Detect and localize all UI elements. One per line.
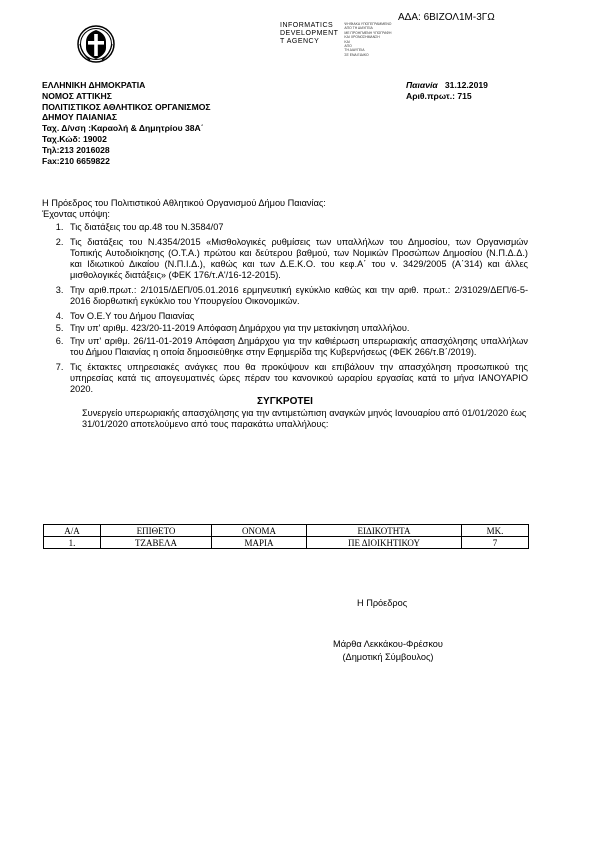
- list-item: 3. Την αριθ.πρωτ.: 2/1015/ΔΕΠ/05.01.2016 ερμηνευτική εγκύκλιο καθώς και την αριθ. πρωτ.: 2/31029/ΔΕΠ/6-5-2016 διορθωτική εγκύκλιο του Υπουργείου Οικονομικών.: [66, 285, 528, 307]
- signatory-role: (Δημοτική Σύμβουλος): [342, 652, 434, 662]
- stamp-fine-text: ΨΗΦΙΑΚΑ ΥΠΟΓΕΓΡΑΜΜΕΝΟ ΑΠΟ ΤΗ ΔΙΑΥΓΕΙΑ ΜΕ ΠΡΟΗΓΜΕΝΗ ΥΠΟΓΡΑΦΗ ΚΑΙ ΧΡΟΝΟΣΗΜΑΝΣΗ ΚΑΙ ΑΠΟ ΤΗ ΔΙΑΥΓΕΙΑ ΣΕ ΕΝΑ ΕΙΔΙΚΟ: [344, 22, 392, 57]
- list-item: 1. Τις διατάξεις του αρ.48 του Ν.3584/07: [66, 222, 528, 233]
- issuer-line: ΝΟΜΟΣ ΑΤΤΙΚΗΣ: [42, 90, 112, 101]
- col-mk: ΜΚ.: [462, 525, 529, 537]
- date-label: Παιανία: [406, 80, 438, 90]
- col-name: ΟΝΟΜΑ: [212, 525, 307, 537]
- col-specialty: ΕΙΔΙΚΟΤΗΤΑ: [307, 525, 462, 537]
- decision-heading: ΣΥΓΚΡΟΤΕΙ: [257, 396, 313, 407]
- conclusion-text: Συνεργείο υπερωριακής απασχόλησης για την αντιμετώπιση αναγκών μηνός Ιανουαρίου από 01/01/2020 έως 31/01/2020 αποτελούμενο από τους παρακάτω υπαλλήλους:: [82, 408, 527, 429]
- signature-block: [313, 638, 463, 664]
- issuer-block: [42, 80, 211, 166]
- list-item: 7. Τις έκτακτες υπηρεσιακές ανάγκες που θα προκύψουν και επιβάλουν την απασχόληση προσωπικού της υπηρεσίας κατά τις απογευματινές ώρες πέραν του κανονικού ωραρίου εργασίας κατά το μήνα ΙΑΝΟΥΑΡΙΟ 2020.: [66, 362, 528, 395]
- diavgeia-stamp: [280, 22, 392, 57]
- considering-label: Έχοντας υπόψη:: [42, 209, 110, 219]
- list-item: 6. Την υπ' αριθμ. 26/11-01-2019 Απόφαση Δημάρχου για την καθιέρωση υπερωριακής απασχόλησης υπαλλήλων του Δήμου Παιανίας η οποία δημοσιεύθηκε στην Εφημερίδα της Κυβερνήσεως (ΦΕΚ 266/τ.Β΄/2019).: [66, 336, 528, 358]
- issuer-phone: Τηλ:213 2016028: [42, 144, 110, 155]
- col-surname: ΕΠΙΘΕΤΟ: [101, 525, 212, 537]
- ada-code: ΑΔΑ: 6ΒΙΖΟΛ1Μ-3ΓΩ: [398, 12, 495, 23]
- date-value: 31.12.2019: [444, 80, 488, 90]
- issuer-postcode: Ταχ.Κώδ: 19002: [42, 133, 107, 144]
- cell-mk: 7: [462, 537, 529, 549]
- list-item: 5. Την υπ' αριθμ. 423/20-11-2019 Απόφαση Δημάρχου για την μετακίνηση υπαλλήλου.: [66, 323, 528, 334]
- stamp-main-text: INFORMATICS DEVELOPMENT T AGENCY: [280, 22, 339, 45]
- protocol-label: Αριθ.πρωτ.:: [406, 90, 455, 101]
- issuer-line: ΔΗΜΟΥ ΠΑΙΑΝΙΑΣ: [42, 112, 118, 123]
- table-row: [44, 537, 529, 549]
- issuer-line: ΕΛΛΗΝΙΚΗ ΔΗΜΟΚΡΑΤΙΑ: [42, 80, 146, 90]
- signature-title: Η Πρόεδρος: [357, 598, 408, 608]
- document-body: [42, 198, 528, 430]
- list-item: 2. Τις διατάξεις του Ν.4354/2015 «Μισθολογικές ρυθμίσεις των υπαλλήλων του Δημοσίου, των Οργανισμών Τοπικής Αυτοδιοίκησης (Ο.Τ.Α.) πρώτου και δεύτερου βαθμού, των Νομικών Προσώπων Δημοσίου (Ν.Π.Δ.Δ.) και Ιδιωτικού Δικαίου (Ν.Π.Ι.Δ.), καθώς και των Δ.Ε.Κ.Ο. του κεφ.Α΄ του ν. 3429/2005 (Α΄314) και άλλες μισθολογικές διατάξεις» (ΦΕΚ 176/τ.Α'/16-12-2015).: [66, 237, 528, 281]
- issuer-fax: Fax:210 6659822: [42, 155, 110, 166]
- col-aa: Α/Α: [44, 525, 101, 537]
- table-header-row: [44, 525, 529, 537]
- cell-aa: 1.: [44, 537, 101, 549]
- intro-text: Η Πρόεδρος του Πολιτιστικού Αθλητικού Οργανισμού Δήμου Παιανίας:: [42, 198, 326, 208]
- list-item: 4. Τον Ο.Ε.Υ του Δήμου Παιανίας: [66, 311, 528, 322]
- signatory-name: Μάρθα Λεκκάκου-Φρέσκου: [333, 639, 443, 649]
- date-protocol-block: [406, 80, 488, 102]
- protocol-value: 715: [457, 90, 472, 101]
- cell-surname: ΤΖΑΒΕΛΑ: [101, 537, 212, 549]
- issuer-address: Ταχ. Δ/νση :Καραολή & Δημητρίου 38Α΄: [42, 123, 204, 134]
- staff-table: [43, 524, 529, 549]
- greek-emblem-icon: [76, 24, 116, 64]
- cell-name: ΜΑΡΙΑ: [212, 537, 307, 549]
- considerations-list: [42, 222, 528, 395]
- issuer-line: ΠΟΛΙΤΙΣΤΙΚΟΣ ΑΘΛΗΤΙΚΟΣ ΟΡΓΑΝΙΣΜΟΣ: [42, 101, 211, 112]
- cell-specialty: ΠΕ ΔΙΟΙΚΗΤΙΚΟΥ: [307, 537, 462, 549]
